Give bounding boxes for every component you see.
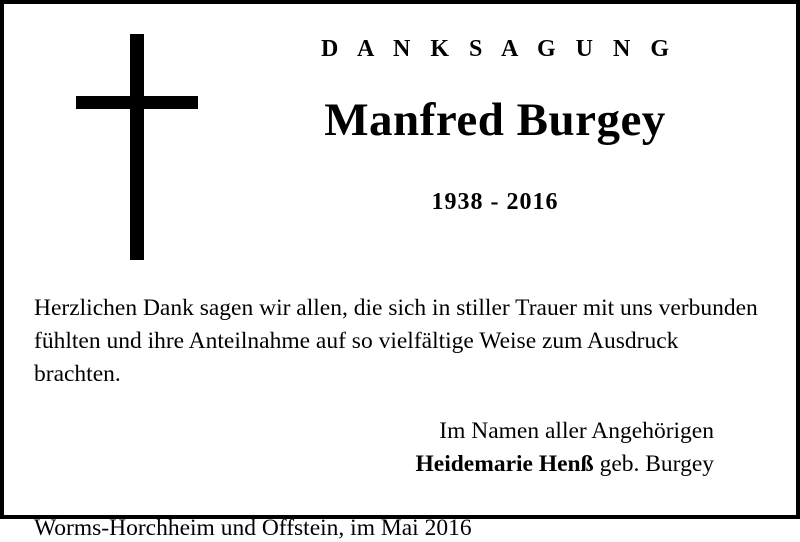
signatory-line <box>30 448 714 481</box>
location-date-line: Worms-Horchheim und Offstein, im Mai 2016 <box>34 515 472 541</box>
cross-horizontal-bar <box>76 96 198 109</box>
signatory-suffix: geb. Burgey <box>593 451 714 477</box>
notice-header-area <box>30 18 770 268</box>
thank-you-text: Herzlichen Dank sagen wir allen, die sich in stiller Trauer mit uns verbunden fühlten und ihre Anteilnahme auf so vielfältige Weise zum Ausdruck brachten. <box>34 295 758 387</box>
title-block <box>220 18 770 216</box>
closing-line: Im Namen aller Angehörigen <box>439 418 714 444</box>
notice-heading: D A N K S A G U N G <box>320 36 677 62</box>
deceased-name: Manfred Burgey <box>324 94 666 146</box>
life-dates: 1938 - 2016 <box>431 189 559 215</box>
cross-vertical-bar <box>130 34 144 260</box>
signatory-name: Heidemarie Henß <box>415 451 594 477</box>
closing-block <box>30 415 770 481</box>
cross-icon <box>66 34 216 264</box>
